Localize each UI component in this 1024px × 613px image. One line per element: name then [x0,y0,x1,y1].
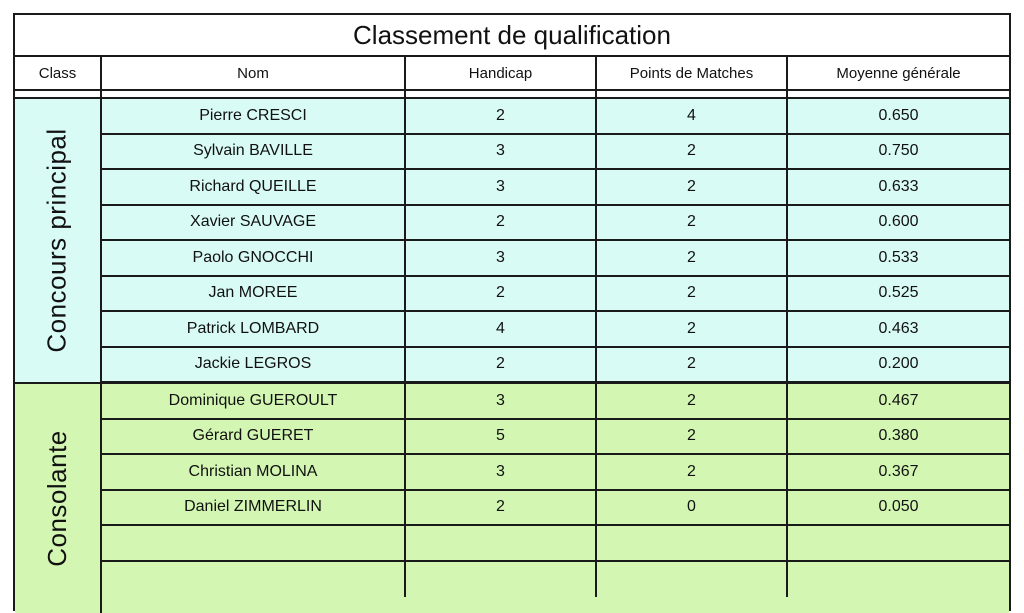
cell-moyenne: 0.380 [878,427,919,445]
cell-moyenne: 0.650 [878,106,919,124]
cell-moyenne: 0.050 [878,498,919,516]
cell-nom: Xavier SAUVAGE [102,206,406,240]
cell-moyenne: 0.200 [878,355,919,373]
cell-handicap: 2 [406,99,597,133]
cell-moyenne: 0.367 [878,462,919,480]
cell-points: 2 [597,455,788,489]
table-row [102,491,1009,527]
table-row [102,526,1009,562]
group-rows [102,99,1009,383]
header-moyenne: Moyenne générale [836,64,961,82]
cell-handicap: 3 [406,384,597,418]
cell-points: 2 [597,420,788,454]
cell-handicap: 5 [406,420,597,454]
cell-nom: Paolo GNOCCHI [102,241,406,275]
table-row [102,455,1009,491]
cell-nom: Daniel ZIMMERLIN [102,491,406,525]
cell-points: 2 [597,277,788,311]
cell-nom: Sylvain BAVILLE [102,135,406,169]
table-row [102,384,1009,420]
group-label-text: Consolante [42,430,73,567]
cell-nom [102,562,406,598]
cell-points: 2 [597,206,788,240]
table-row [102,241,1009,277]
cell-handicap: 3 [406,241,597,275]
cell-handicap: 2 [406,491,597,525]
table-row [102,206,1009,242]
header-nom: Nom [102,57,406,89]
cell-handicap: 2 [406,277,597,311]
table-row [102,277,1009,313]
cell-handicap: 3 [406,455,597,489]
table-row [102,562,1009,598]
cell-moyenne [788,562,1009,598]
cell-moyenne: 0.463 [878,319,919,337]
cell-handicap: 2 [406,348,597,382]
table-row [102,99,1009,135]
table-header [15,57,1009,91]
group-label [15,99,102,382]
cell-nom: Jackie LEGROS [102,348,406,382]
header-points: Points de Matches [597,57,788,89]
header-handicap: Handicap [406,57,597,89]
cell-nom: Dominique GUEROULT [102,384,406,418]
cell-points: 0 [597,491,788,525]
cell-points: 4 [597,99,788,133]
sheet-title: Classement de qualification [15,15,1009,57]
group-concours-principal [15,99,1009,384]
cell-points [597,562,788,598]
cell-moyenne: 0.750 [878,142,919,160]
cell-points: 2 [597,241,788,275]
group-consolante [15,384,1009,613]
cell-handicap: 2 [406,206,597,240]
cell-handicap: 3 [406,135,597,169]
cell-nom: Christian MOLINA [102,455,406,489]
cell-moyenne: 0.467 [878,391,919,409]
cell-nom: Patrick LOMBARD [102,312,406,346]
table-row [102,348,1009,384]
group-label-text: Concours principal [42,128,73,353]
cell-handicap [406,526,597,560]
cell-nom: Jan MOREE [102,277,406,311]
cell-handicap: 3 [406,170,597,204]
cell-points: 2 [597,170,788,204]
cell-handicap: 4 [406,312,597,346]
cell-points: 2 [597,312,788,346]
cell-nom: Gérard GUERET [102,420,406,454]
cell-nom [102,526,406,560]
cell-moyenne: 0.633 [878,177,919,195]
table-row [102,170,1009,206]
header-class: Class [15,57,102,89]
cell-moyenne: 0.533 [878,248,919,266]
cell-points: 2 [597,384,788,418]
cell-moyenne [788,526,1009,560]
cell-moyenne: 0.600 [878,213,919,231]
cell-nom: Richard QUEILLE [102,170,406,204]
table-row [102,312,1009,348]
qualification-sheet [13,13,1011,611]
cell-points: 2 [597,348,788,382]
header-separator [15,91,1009,99]
cell-moyenne: 0.525 [878,284,919,302]
cell-handicap [406,562,597,598]
cell-points: 2 [597,135,788,169]
cell-nom: Pierre CRESCI [102,99,406,133]
group-label [15,384,102,613]
group-rows [102,384,1009,597]
table-row [102,420,1009,456]
cell-points [597,526,788,560]
table-row [102,135,1009,171]
